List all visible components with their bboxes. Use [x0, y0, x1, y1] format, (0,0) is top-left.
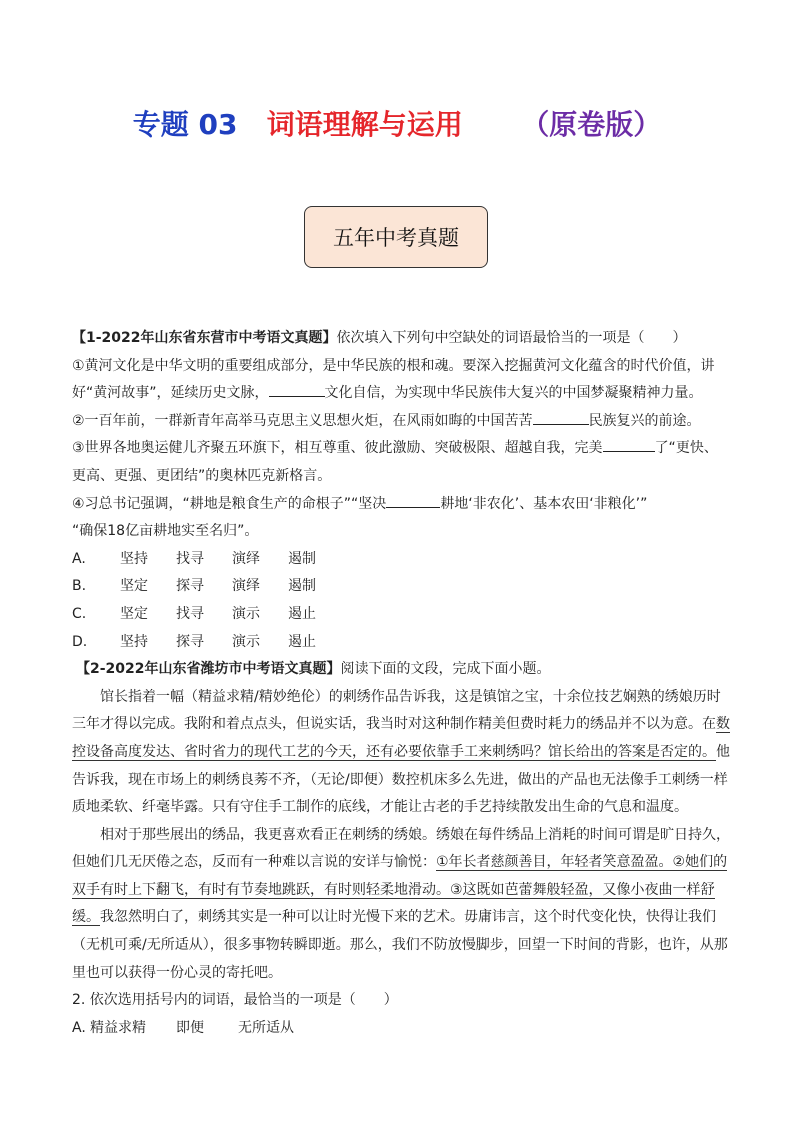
option-word: 探寻 — [176, 633, 204, 650]
q2-passage-paragraph-2 — [72, 822, 732, 988]
q1-s3-b: 了“更快、 — [654, 440, 718, 457]
underlined-sentence: ③这既如芭蕾舞般轻盈，又像小夜曲一样 — [450, 881, 701, 898]
option-word: 无所适从 — [238, 1019, 294, 1036]
q1-s1-line2a: 好“黄河故事”，延续历史文脉， — [72, 385, 269, 402]
q2-heading — [72, 656, 732, 684]
section-badge: 五年中考真题 — [304, 206, 488, 268]
passage-line: 馆长指着一幅（精益求精/精妙绝伦）的刺绣作品告诉我，这是镇馆之宝，十余位技艺娴熟的绣娘历时 — [100, 688, 721, 705]
q1-option-b[interactable] — [72, 573, 732, 601]
underlined-sentence: 舒缓。 — [72, 881, 715, 926]
q1-s3-a: ③世界各地奥运健儿齐聚五环旗下，相互尊重、彼此激励、突破极限、超越自我，完美 — [72, 440, 603, 457]
q1-s4-a: ④习总书记强调，“耕地是粮食生产的命根子”“坚决 — [72, 495, 387, 512]
fill-blank[interactable] — [386, 491, 440, 508]
document-body — [72, 325, 732, 1042]
option-word: 遏制 — [288, 578, 316, 595]
option-word: 找寻 — [176, 605, 204, 622]
passage-line: 我忽然明白了，刺绣其实是一种可以让时光慢下来的艺术。毋庸讳言，这个时代变化快，快得让我 — [100, 909, 702, 926]
title-topic-name: 词语理解与运用 — [266, 108, 463, 141]
q1-s4-b: 耕地‘非农化’、基本农田‘非粮化’” — [440, 495, 648, 512]
q1-s3-c: 更高、更强、更团结”的奥林匹克新格言。 — [72, 467, 332, 484]
q1-option-a[interactable] — [72, 546, 732, 574]
title-edition: （原卷版） — [521, 108, 662, 141]
q1-heading — [72, 325, 732, 353]
option-word: 演绎 — [232, 578, 260, 595]
option-word: 探寻 — [176, 578, 204, 595]
q2-option-a[interactable] — [72, 1015, 732, 1043]
title-topic-number: 专题 03 — [132, 108, 238, 141]
option-word: 精益求精 — [90, 1019, 146, 1036]
q1-stem: 依次填入下列句中空缺处的词语最恰当的一项是（ ） — [336, 330, 687, 346]
option-word: 遏止 — [288, 605, 316, 622]
q1-sentence-4 — [72, 491, 732, 546]
q1-source: 【1-2022年山东省东营市中考语文真题】 — [72, 330, 337, 346]
option-word: 找寻 — [176, 550, 204, 567]
passage-line: 但她们几无厌倦之态，反而有一种难以言说的安详与愉悦： — [72, 854, 436, 871]
q2-stem: 阅读下面的文段，完成下面小题。 — [340, 661, 551, 678]
q1-s2-a: ②一百年前，一群新青年高举马克思主义思想火炬，在风雨如晦的中国苦苦 — [72, 412, 533, 429]
option-label: C. — [72, 605, 87, 622]
fill-blank[interactable] — [269, 380, 325, 397]
q1-s4-c: “确保18亿亩耕地实至名归”。 — [72, 523, 259, 540]
passage-line: 相对于那些展出的绣品，我更喜欢看正在刺绣的绣娘。绣娘在每件绣品上消耗的时间可谓是旷日持久， — [100, 826, 730, 843]
q2-source: 【2-2022年山东省潍坊市中考语文真题】 — [76, 661, 341, 678]
option-label: A. — [72, 1019, 86, 1036]
page-title — [0, 103, 794, 143]
q1-option-d[interactable] — [72, 629, 732, 657]
q1-s1-line2b: 文化自信，为实现中华民族伟大复兴的中国梦凝聚精神力量。 — [324, 385, 703, 402]
passage-line: 们（无机可乘/无所适从），很多事物转瞬即逝。那么，我们不防放慢脚步，回望一下时间的背影，也许， — [72, 909, 716, 954]
q1-sentence-3 — [72, 435, 732, 490]
option-label: D. — [72, 633, 88, 650]
option-word: 坚定 — [120, 578, 148, 595]
q2-passage-paragraph-1 — [72, 684, 732, 822]
passage-line: 从那里也可以获得一份心灵的寄托吧。 — [72, 937, 728, 981]
q1-sentence-2 — [72, 408, 732, 436]
option-word: 坚定 — [120, 605, 148, 622]
passage-line: 三年才得以完成。我附和着点点头，但说实话，我当时对这种制作精美但费时耗力的绣品并不以为意。在 — [72, 716, 716, 733]
q1-sentence-1 — [72, 353, 732, 408]
option-word: 坚持 — [120, 550, 148, 567]
underlined-sentence: ①年长者慈颜善目，年轻者笑意盈盈。②她们 — [436, 854, 714, 871]
fill-blank[interactable] — [603, 435, 655, 452]
option-word: 遏制 — [288, 550, 316, 567]
option-label: A. — [72, 550, 86, 567]
q1-s2-b: 民族复兴的前途。 — [588, 412, 701, 429]
option-word: 即便 — [176, 1019, 204, 1036]
q1-option-c[interactable] — [72, 601, 732, 629]
option-label: B. — [72, 578, 87, 595]
q1-s1-line1: ①黄河文化是中华文明的重要组成部分，是中华民族的根和魂。要深入挖掘黄河文化蕴含的时代价值，讲 — [72, 357, 715, 374]
underlined-sentence: 的双手有时上下翻飞，有时有节奏地跳跃，有时则轻柔地滑动。 — [72, 854, 728, 898]
option-word: 遏止 — [288, 633, 316, 650]
option-word: 演示 — [232, 633, 260, 650]
passage-line: 他告诉我，现在市场上的刺绣良莠不齐，（无论/即便）数控机床多么先进，做出的产品也无法像手工刺绣 — [72, 743, 730, 788]
q2-subquestion-2: 2. 依次选用括号内的词语，最恰当的一项是（ ） — [72, 992, 398, 1009]
underlined-sentence: 数控设备高度发达、省时省力的现代工艺的今天，还有必要依靠手工来刺绣吗？馆长给出的答案是否定的。 — [72, 716, 730, 760]
option-word: 演示 — [232, 605, 260, 622]
passage-line: 一样质地柔软、纤毫毕露。只有守住手工制作的底线，才能让古老的手艺持续散发出生命的气息和温度。 — [72, 771, 728, 816]
option-word: 坚持 — [120, 633, 148, 650]
fill-blank[interactable] — [533, 408, 589, 425]
option-word: 演绎 — [232, 550, 260, 567]
